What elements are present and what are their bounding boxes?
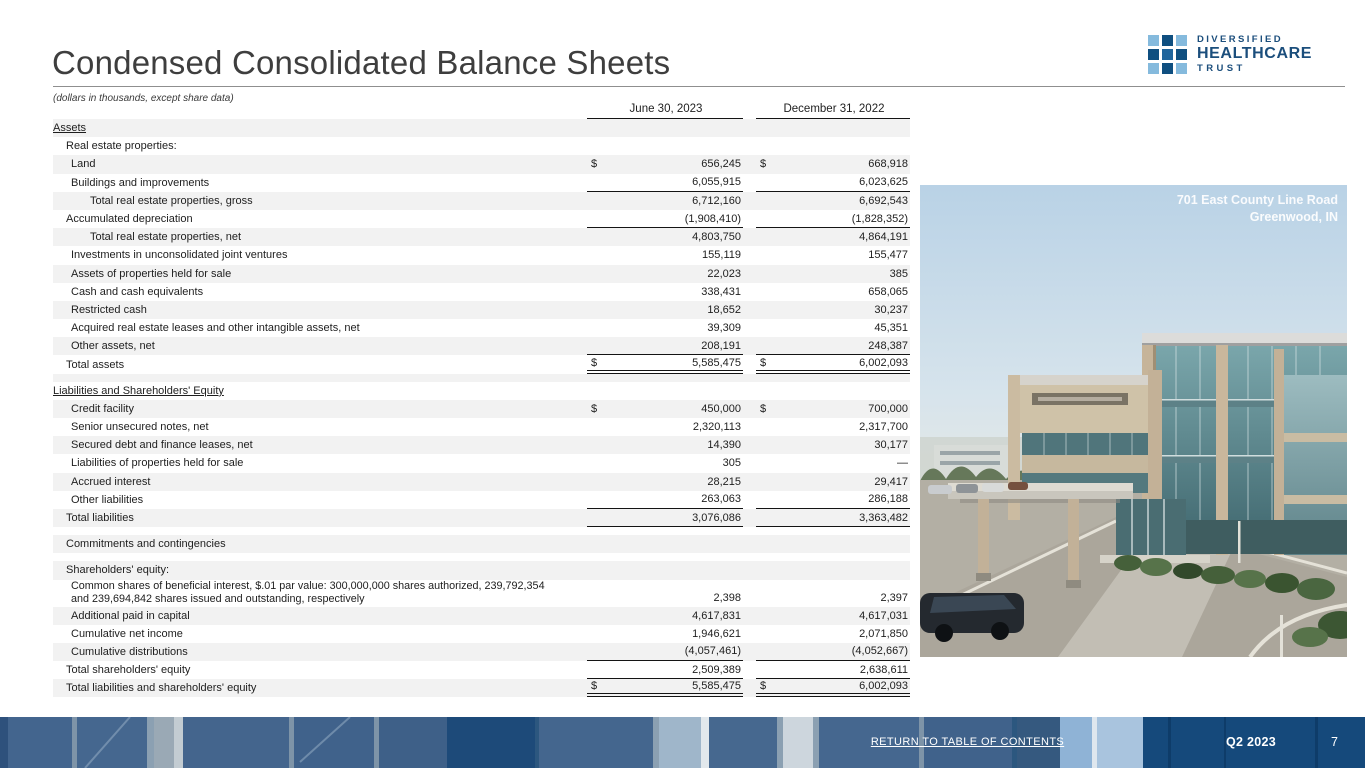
value-cell xyxy=(587,473,743,491)
photo-caption-city: Greenwood, IN xyxy=(1249,209,1338,224)
value-amount: 5,585,475 xyxy=(692,680,741,693)
value-amount: 6,002,093 xyxy=(859,680,908,693)
table-row xyxy=(53,246,910,264)
value-amount: 14,390 xyxy=(707,439,741,452)
row-label: Total real estate properties, net xyxy=(90,231,242,244)
value-amount: 4,617,031 xyxy=(859,609,908,622)
value-cell xyxy=(587,301,743,319)
table-row xyxy=(53,561,910,579)
table-row xyxy=(53,679,910,697)
photo-caption-address: 701 East County Line Road xyxy=(1176,193,1338,207)
value-cell xyxy=(587,509,743,527)
value-amount: 4,617,831 xyxy=(692,609,741,622)
value-cell xyxy=(756,491,910,509)
value-cell xyxy=(756,192,910,210)
value-cell xyxy=(587,454,743,472)
row-label: Accrued interest xyxy=(71,475,151,488)
value-amount: (1,908,410) xyxy=(684,212,741,225)
value-cell xyxy=(756,174,910,192)
row-label: Total liabilities xyxy=(66,512,134,525)
table-row xyxy=(53,319,910,337)
table-row xyxy=(53,509,910,527)
table-row xyxy=(53,418,910,436)
table-row xyxy=(53,454,910,472)
table-row xyxy=(53,382,910,400)
value-amount: (4,052,667) xyxy=(851,645,908,658)
value-cell xyxy=(587,265,743,283)
value-cell xyxy=(756,265,910,283)
row-label: Cash and cash equivalents xyxy=(71,285,204,298)
value-amount: 208,191 xyxy=(701,339,741,352)
value-cell xyxy=(756,246,910,264)
value-cell xyxy=(587,210,743,228)
row-label: Common shares of beneficial interest, $.01 par value: 300,000,000 shares authorized, 239,792,354 and 239,694,842 shares issued and outstanding, respectively xyxy=(71,579,545,605)
value-cell xyxy=(587,228,743,246)
dollar-sign: $ xyxy=(760,402,767,415)
value-cell xyxy=(587,643,743,661)
value-cell xyxy=(756,561,910,579)
value-cell xyxy=(756,436,910,454)
row-label: Senior unsecured notes, net xyxy=(71,421,209,434)
value-amount: 39,309 xyxy=(707,322,741,335)
value-cell xyxy=(756,301,910,319)
table-row xyxy=(53,155,910,173)
value-cell xyxy=(587,319,743,337)
row-label: Restricted cash xyxy=(71,303,147,316)
table-row xyxy=(53,265,910,283)
value-cell xyxy=(756,355,910,373)
value-amount: 6,055,915 xyxy=(692,176,741,189)
value-cell xyxy=(756,210,910,228)
value-amount: 4,803,750 xyxy=(692,231,741,244)
balance-sheet-table xyxy=(53,100,910,697)
value-amount: 286,188 xyxy=(868,493,908,506)
value-cell xyxy=(756,155,910,173)
dollar-sign: $ xyxy=(591,680,598,693)
footer-photo-strip xyxy=(0,717,1365,768)
title-divider xyxy=(53,86,1345,87)
value-amount: 450,000 xyxy=(701,402,741,415)
value-amount: 28,215 xyxy=(707,475,741,488)
value-amount: 22,023 xyxy=(707,267,741,280)
table-row xyxy=(53,137,910,155)
value-cell xyxy=(587,137,743,155)
value-amount: 2,638,611 xyxy=(859,663,908,676)
photo-caption xyxy=(1177,192,1338,226)
value-amount: 385 xyxy=(889,267,908,280)
value-amount: 5,585,475 xyxy=(692,356,741,369)
value-cell xyxy=(587,119,743,137)
value-cell xyxy=(756,337,910,355)
value-cell xyxy=(756,661,910,679)
row-label: Liabilities of properties held for sale xyxy=(71,457,244,470)
value-cell xyxy=(756,400,910,418)
logo-square xyxy=(1148,35,1159,46)
row-label: Land xyxy=(71,158,96,171)
column-header: June 30, 2023 xyxy=(629,103,703,115)
table-row xyxy=(53,301,910,319)
logo-line-3: TRUST xyxy=(1197,62,1246,74)
logo-square xyxy=(1162,63,1173,74)
column-header: December 31, 2022 xyxy=(783,103,885,115)
value-cell xyxy=(587,382,743,400)
value-amount: 2,398 xyxy=(713,591,741,604)
value-amount: 2,317,700 xyxy=(859,421,908,434)
value-cell xyxy=(587,283,743,301)
row-label: Assets xyxy=(53,122,87,135)
value-amount: 30,237 xyxy=(874,303,908,316)
report-period-label: Q2 2023 xyxy=(1225,735,1277,749)
value-amount: 305 xyxy=(722,457,741,470)
table-row xyxy=(53,228,910,246)
dollar-sign: $ xyxy=(591,402,598,415)
value-amount: 29,417 xyxy=(874,475,908,488)
row-label: Other assets, net xyxy=(71,340,155,353)
table-row xyxy=(53,283,910,301)
value-cell xyxy=(587,625,743,643)
row-label: Total real estate properties, gross xyxy=(90,194,253,207)
value-cell xyxy=(587,246,743,264)
value-cell xyxy=(756,625,910,643)
value-amount: 700,000 xyxy=(868,402,908,415)
value-cell xyxy=(756,580,910,607)
value-cell xyxy=(756,535,910,553)
page-title: Condensed Consolidated Balance Sheets xyxy=(52,44,671,81)
table-row xyxy=(53,643,910,661)
value-cell xyxy=(587,418,743,436)
value-cell xyxy=(756,454,910,472)
row-label: Additional paid in capital xyxy=(71,609,190,622)
table-row xyxy=(53,607,910,625)
value-cell xyxy=(756,319,910,337)
logo-line-2: HEALTHCARE xyxy=(1197,45,1313,63)
value-amount: 6,023,625 xyxy=(859,176,908,189)
value-cell xyxy=(587,436,743,454)
logo-square xyxy=(1148,63,1159,74)
table-row xyxy=(53,436,910,454)
dollar-sign: $ xyxy=(591,158,598,171)
row-label: Buildings and improvements xyxy=(71,176,210,189)
table-row xyxy=(53,210,910,228)
value-cell xyxy=(756,137,910,155)
value-cell xyxy=(587,355,743,373)
logo-square xyxy=(1176,35,1187,46)
value-cell xyxy=(587,580,743,607)
table-row xyxy=(53,192,910,210)
row-label: Accumulated depreciation xyxy=(66,213,193,226)
value-amount: 3,076,086 xyxy=(692,511,741,524)
value-amount: 263,063 xyxy=(701,493,741,506)
value-amount: 2,320,113 xyxy=(692,421,741,434)
column-header-cell xyxy=(587,100,743,119)
value-cell xyxy=(587,174,743,192)
value-cell xyxy=(587,679,743,697)
dollar-sign: $ xyxy=(760,158,767,171)
value-cell xyxy=(756,643,910,661)
value-amount: 45,351 xyxy=(874,322,908,335)
value-amount: 668,918 xyxy=(868,158,908,171)
logo-grid-icon xyxy=(1148,35,1187,74)
return-to-toc-link[interactable]: RETURN TO TABLE OF CONTENTS xyxy=(870,736,1065,748)
value-amount: 4,864,191 xyxy=(859,231,908,244)
logo-line-1: DIVERSIFIED xyxy=(1197,34,1284,46)
row-label: Cumulative net income xyxy=(71,627,183,640)
table-row xyxy=(53,473,910,491)
table-body xyxy=(53,119,910,697)
row-label: Assets of properties held for sale xyxy=(71,267,232,280)
value-cell xyxy=(756,607,910,625)
table-row xyxy=(53,535,910,553)
table-spacer xyxy=(53,374,910,382)
value-cell xyxy=(756,679,910,697)
row-label: Cumulative distributions xyxy=(71,645,188,658)
property-photo xyxy=(920,185,1347,657)
value-amount: 2,071,850 xyxy=(859,627,908,640)
row-label: Credit facility xyxy=(71,402,134,415)
dollar-sign: $ xyxy=(591,356,598,369)
page-number: 7 xyxy=(1331,735,1338,749)
table-row xyxy=(53,337,910,355)
value-amount: 658,065 xyxy=(868,285,908,298)
logo-square xyxy=(1176,49,1187,60)
logo-square xyxy=(1162,35,1173,46)
row-label: Investments in unconsolidated joint ventures xyxy=(71,249,288,262)
table-row xyxy=(53,491,910,509)
value-cell xyxy=(587,607,743,625)
value-amount: (1,828,352) xyxy=(851,212,908,225)
logo-square xyxy=(1162,49,1173,60)
value-cell xyxy=(756,228,910,246)
value-amount: 6,002,093 xyxy=(859,356,908,369)
value-cell xyxy=(587,337,743,355)
value-amount: 2,397 xyxy=(880,591,908,604)
value-cell xyxy=(587,192,743,210)
row-label: Liabilities and Shareholders' Equity xyxy=(53,384,224,397)
table-row xyxy=(53,580,910,607)
column-header-cell xyxy=(756,100,910,119)
value-cell xyxy=(587,535,743,553)
table-row xyxy=(53,174,910,192)
row-label: Total assets xyxy=(66,358,125,371)
footer-bar xyxy=(0,717,1365,768)
value-amount: 18,652 xyxy=(707,303,741,316)
table-row xyxy=(53,661,910,679)
value-amount: 6,712,160 xyxy=(692,194,741,207)
table-row xyxy=(53,625,910,643)
value-cell xyxy=(756,418,910,436)
value-amount: 248,387 xyxy=(868,339,908,352)
value-amount: 338,431 xyxy=(701,285,741,298)
value-cell xyxy=(756,509,910,527)
row-label: Real estate properties: xyxy=(66,140,177,153)
logo-wordmark xyxy=(1197,35,1312,74)
row-label: Other liabilities xyxy=(71,493,144,506)
dollar-sign: $ xyxy=(760,356,767,369)
row-label: Acquired real estate leases and other intangible assets, net xyxy=(71,322,360,335)
building-photo-illustration xyxy=(920,185,1347,657)
value-cell xyxy=(756,119,910,137)
row-label: Shareholders' equity: xyxy=(66,564,169,577)
value-cell xyxy=(756,382,910,400)
value-amount: (4,057,461) xyxy=(684,645,741,658)
value-amount: 155,477 xyxy=(868,249,908,262)
value-cell xyxy=(587,661,743,679)
value-amount: 2,509,389 xyxy=(692,663,741,676)
value-cell xyxy=(587,561,743,579)
row-label: Commitments and contingencies xyxy=(66,538,226,551)
logo-square xyxy=(1176,63,1187,74)
table-spacer xyxy=(53,527,910,535)
value-amount: — xyxy=(897,457,908,470)
logo-square xyxy=(1148,49,1159,60)
units-note: (dollars in thousands, except share data) xyxy=(53,93,234,104)
table-row xyxy=(53,119,910,137)
row-label: Total shareholders' equity xyxy=(66,664,191,677)
value-cell xyxy=(756,473,910,491)
value-amount: 30,177 xyxy=(874,439,908,452)
table-header-row xyxy=(53,100,910,119)
dollar-sign: $ xyxy=(760,680,767,693)
table-spacer xyxy=(53,553,910,561)
row-label: Secured debt and finance leases, net xyxy=(71,439,253,452)
table-row xyxy=(53,400,910,418)
value-amount: 3,363,482 xyxy=(859,511,908,524)
value-amount: 656,245 xyxy=(701,158,741,171)
value-amount: 155,119 xyxy=(702,249,741,262)
value-cell xyxy=(756,283,910,301)
value-cell xyxy=(587,400,743,418)
value-amount: 6,692,543 xyxy=(859,194,908,207)
value-amount: 1,946,621 xyxy=(692,627,741,640)
table-row xyxy=(53,355,910,373)
value-cell xyxy=(587,155,743,173)
value-cell xyxy=(587,491,743,509)
row-label: Total liabilities and shareholders' equity xyxy=(66,682,257,695)
company-logo xyxy=(1148,35,1312,74)
